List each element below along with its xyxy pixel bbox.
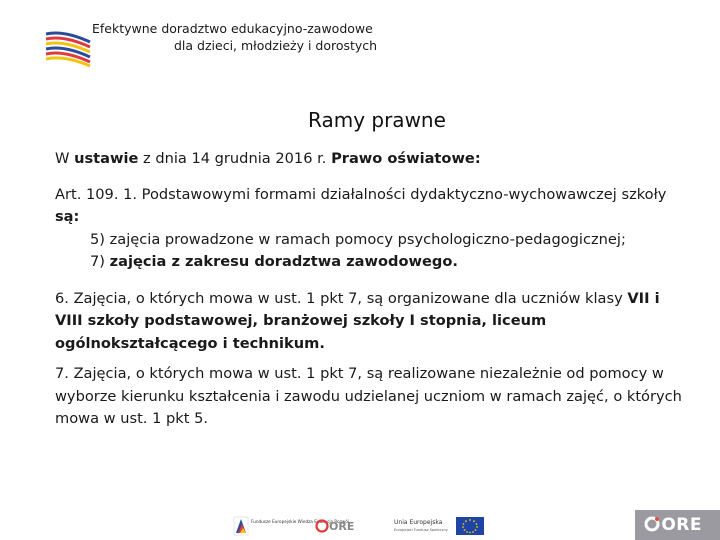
article-item-7-text: zajęcia z zakresu doradztwa zawodowego. [109, 253, 458, 270]
article-item-7-number: 7) [90, 253, 110, 270]
eu-subtext: Europejski Fundusz Społeczny [394, 528, 448, 532]
footer [0, 510, 720, 540]
eu-logo [394, 515, 486, 537]
law-ref-text-2: z dnia 14 grudnia 2016 r. [138, 150, 332, 167]
paragraph-6-text: 6. Zajęcia, o których mowa w ust. 1 pkt 7, są organizowane dla uczniów klasy [55, 289, 628, 307]
footer-brand-bar [635, 510, 720, 540]
law-ref-text-1: W [55, 150, 75, 167]
eu-text: Unia Europejska [394, 519, 443, 526]
ore-small-text: ORE [329, 520, 355, 533]
paragraph-6-bold: VII i VIII szkoły podstawowej, branżowej szkoły I stopnia, liceum ogólnokształcącego i technikum. [55, 289, 660, 352]
ore-main-text: ORE [661, 515, 702, 535]
article-intro-text: Art. 109. 1. Podstawowymi formami działalności dydaktyczno-wychowawczej szkoły [55, 185, 667, 203]
ore-circle-icon [643, 515, 661, 533]
project-logo-icon [44, 28, 92, 66]
law-reference [55, 148, 685, 171]
fund-logo-text: Fundusze Europejskie Wiedza Edukacja Rozwój [251, 519, 350, 524]
paragraph-7: 7. Zajęcia, o których mowa w ust. 1 pkt 7, są realizowane niezależnie od pomocy w wyborze kierunku kształcenia i zawodu udzielanej uczniom w ramach zajęć, o których mowa w ust. 1 pkt 5. [55, 365, 682, 427]
law-ref-title: Prawo oświatowe: [331, 150, 481, 167]
header-line-2: dla dzieci, młodzieży i dorostych [174, 38, 378, 53]
article-intro [55, 184, 685, 229]
law-ref-ustawa: ustawie [74, 150, 139, 167]
header-project-title [92, 20, 392, 54]
article-intro-bold: są: [55, 208, 80, 225]
main-content [55, 148, 685, 431]
header-line-1: Efektywne doradztwo edukacyjno-zawodowe [92, 21, 373, 36]
article-item-5: 5) zajęcia prowadzone w ramach pomocy psychologiczno-pedagogicznej; [90, 230, 626, 248]
ore-main-logo [643, 515, 702, 535]
page-title: Ramy prawne [308, 108, 446, 132]
paragraph-6 [55, 288, 685, 356]
ore-small-logo [312, 515, 384, 537]
article-item-7 [55, 251, 685, 274]
